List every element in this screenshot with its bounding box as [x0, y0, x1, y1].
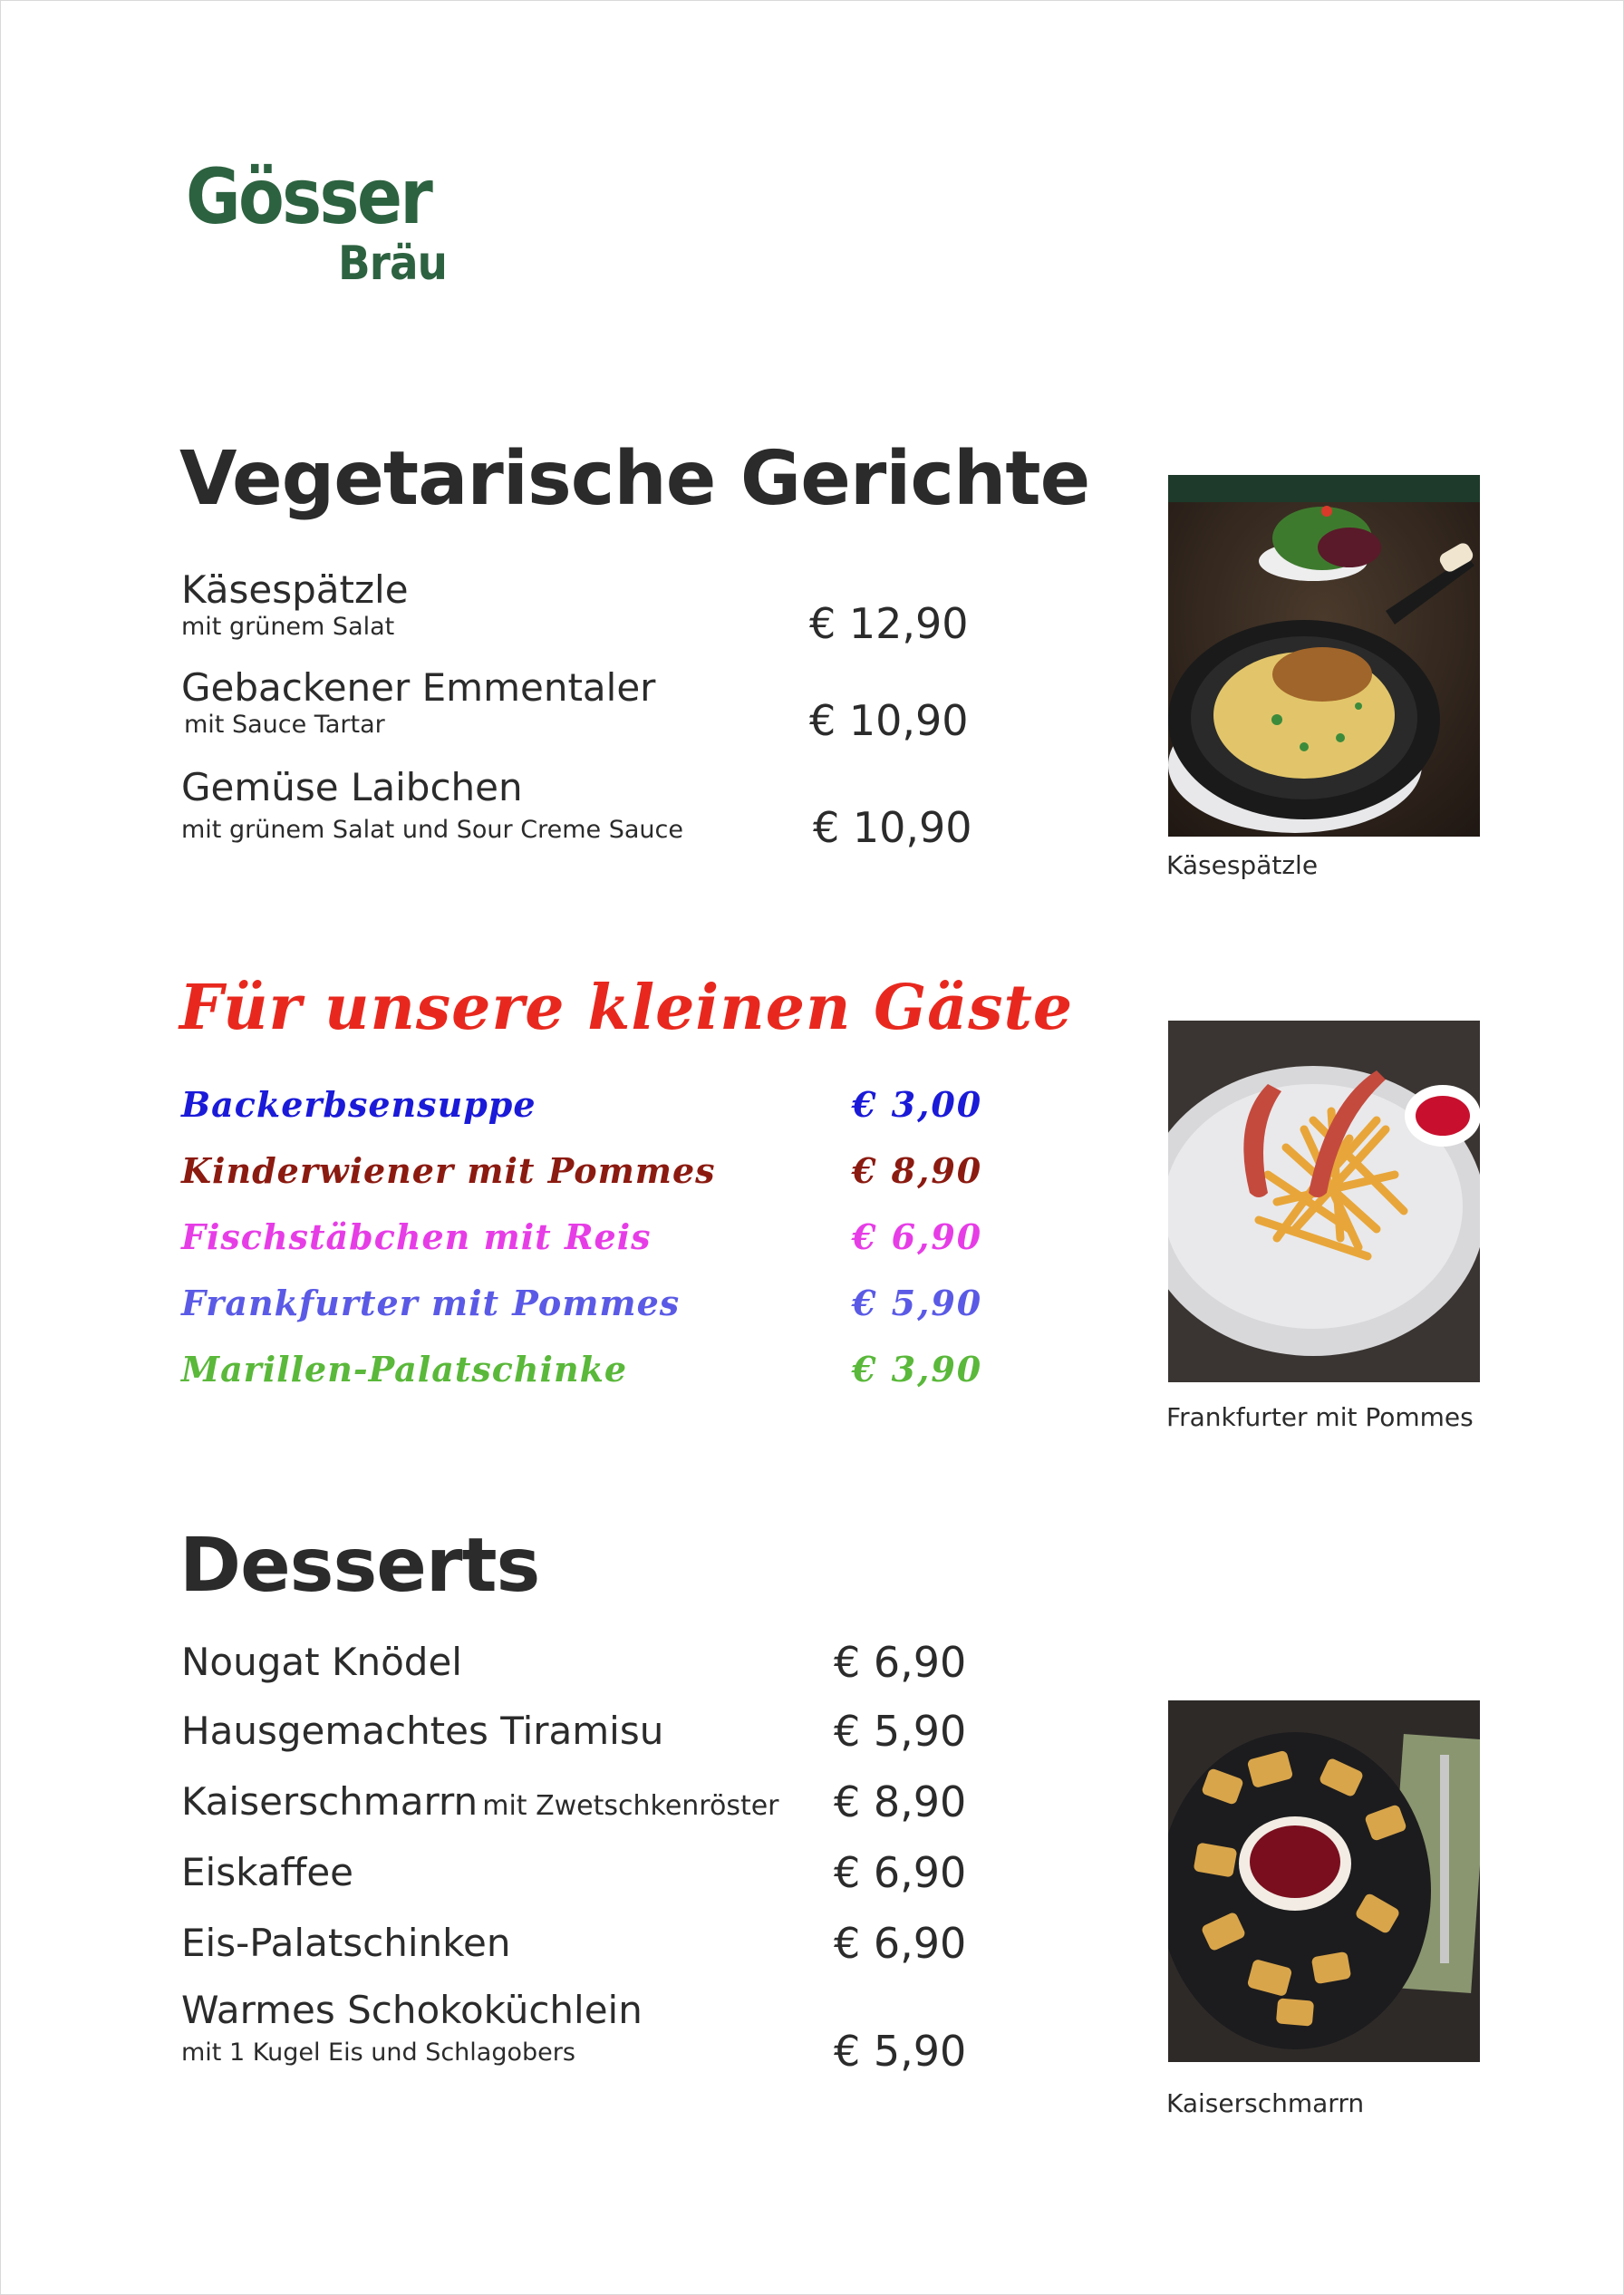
logo-line-goesser: Gösser	[186, 152, 431, 241]
item-price: € 5,90	[834, 2027, 967, 2076]
item-name: Eiskaffee	[181, 1850, 354, 1894]
item-name: Gemüse Laibchen	[181, 765, 523, 809]
brand-logo	[186, 152, 485, 313]
item-price: € 6,90	[834, 1919, 967, 1968]
item-name: Käsespätzle	[181, 567, 409, 612]
menu-item	[181, 1709, 664, 1753]
menu-item	[181, 1640, 462, 1684]
item-description: mit grünem Salat	[181, 613, 395, 641]
kids-item-name: Marillen-Palatschinke	[181, 1349, 628, 1390]
item-price: € 6,90	[834, 1638, 967, 1687]
item-price: € 10,90	[813, 803, 972, 852]
heading-vegetarian: Vegetarische Gerichte	[179, 436, 1090, 522]
photo-frankfurter	[1168, 1021, 1480, 1382]
item-description: mit Sauce Tartar	[184, 711, 385, 739]
item-description: mit Zwetschkenröster	[482, 1790, 779, 1822]
item-name: Nougat Knödel	[181, 1640, 462, 1684]
kids-item-price: € 6,90	[852, 1216, 983, 1257]
item-name: Kaiserschmarrn	[181, 1779, 478, 1824]
item-description: mit 1 Kugel Eis und Schlagobers	[181, 2038, 575, 2067]
menu-item	[181, 1988, 643, 2067]
item-name: Hausgemachtes Tiramisu	[181, 1709, 664, 1753]
photo-caption: Käsespätzle	[1166, 850, 1319, 880]
photo-kaesespaetzle	[1168, 475, 1480, 837]
item-price: € 10,90	[809, 696, 969, 745]
item-price: € 8,90	[834, 1777, 967, 1826]
photo-kaiserschmarrn	[1168, 1700, 1480, 2062]
kids-item-price: € 5,90	[852, 1283, 983, 1323]
kids-item-price: € 8,90	[852, 1150, 983, 1191]
menu-item	[181, 1921, 511, 1965]
photo-caption: Frankfurter mit Pommes	[1166, 1402, 1474, 1432]
menu-item	[181, 1850, 354, 1894]
menu-item	[181, 665, 656, 739]
logo-line-braeu: Bräu	[338, 237, 448, 291]
item-name: Warmes Schokoküchlein	[181, 1988, 643, 2032]
menu-item	[181, 765, 683, 844]
kids-item-price: € 3,00	[852, 1084, 983, 1125]
item-price: € 6,90	[834, 1848, 967, 1897]
item-name: Gebackener Emmentaler	[181, 665, 656, 710]
item-name: Eis-Palatschinken	[181, 1921, 511, 1965]
menu-item	[181, 1779, 779, 1824]
photo-caption: Kaiserschmarrn	[1166, 2088, 1365, 2118]
kids-item-name: Fischstäbchen mit Reis	[181, 1216, 652, 1257]
heading-kids: Für unsere kleinen Gäste	[179, 972, 1074, 1044]
item-price: € 12,90	[809, 599, 969, 648]
kids-item-name: Backerbsensuppe	[181, 1084, 536, 1125]
item-price: € 5,90	[834, 1707, 967, 1756]
heading-desserts: Desserts	[179, 1523, 540, 1609]
kids-item-name: Kinderwiener mit Pommes	[181, 1150, 716, 1191]
kids-item-price: € 3,90	[852, 1349, 983, 1390]
kids-item-name: Frankfurter mit Pommes	[181, 1283, 681, 1323]
menu-item	[181, 567, 409, 641]
item-description: mit grünem Salat und Sour Creme Sauce	[181, 816, 683, 844]
